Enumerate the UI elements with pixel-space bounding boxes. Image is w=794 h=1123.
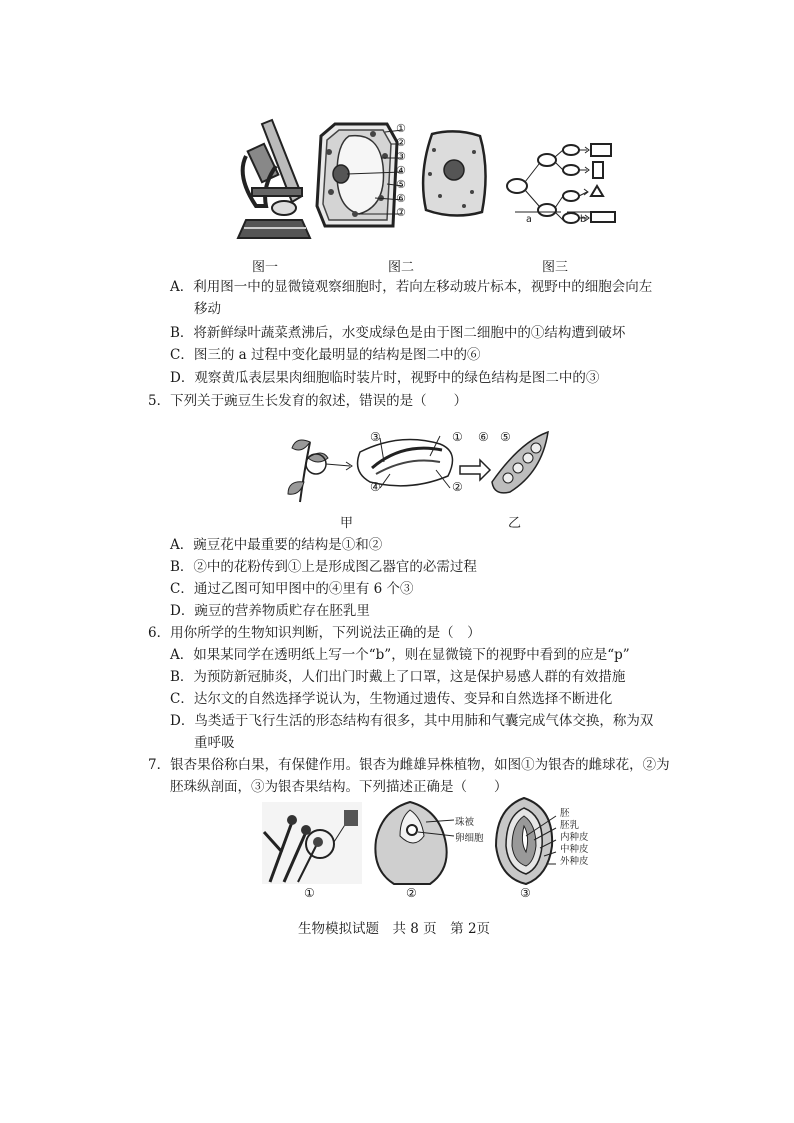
fig-label-2: 图二: [388, 260, 415, 275]
q6-option-d-cont: 重呼吸: [194, 735, 235, 751]
q7-label-egg-cell: 卵细胞: [455, 833, 484, 844]
q5-fig-label-jia: 甲: [340, 516, 354, 531]
q5-option-c: C．通过乙图可知甲图中的④里有 6 个③: [170, 581, 414, 597]
fig2-marker: ④: [396, 164, 406, 177]
q5-marker-3: ③: [370, 430, 381, 444]
q5-marker-6: ⑥: [478, 430, 489, 444]
fig-label-3: 图三: [542, 260, 569, 275]
q7-label-outer-seed-coat: 外种皮: [560, 856, 589, 867]
q7-fig-number-2: ②: [406, 886, 417, 900]
q5-marker-1: ①: [452, 430, 463, 444]
microscope-icon: [232, 116, 312, 246]
page-footer: 生物模拟试题 共 8 页 第 2页: [298, 921, 491, 937]
q5-stem: 5．下列关于豌豆生长发育的叙述，错误的是（ ）: [148, 393, 468, 409]
ginkgo-seed-structure-diagram: [490, 796, 560, 888]
q4-option-d: D．观察黄瓜表层果肉细胞临时装片时，视野中的绿色结构是图二中的③: [170, 370, 600, 386]
fig2-marker: ⑤: [396, 178, 406, 191]
q6-option-d: D．鸟类适于飞行生活的形态结构有很多，其中用肺和气囊完成气体交换，称为双: [170, 713, 654, 729]
q4-option-c: C．图三的 a 过程中变化最明显的结构是图二中的⑥: [170, 347, 481, 363]
fig3-label-b: b: [580, 214, 587, 225]
q6-option-b: B．为预防新冠肺炎，人们出门时戴上了口罩，这是保护易感人群的有效措施: [170, 669, 626, 685]
animal-cell-diagram: [420, 130, 490, 220]
q4-option-a-cont: 移动: [194, 301, 221, 317]
ginkgo-female-cone-diagram: [262, 802, 362, 884]
fig3-label-a: a: [526, 214, 532, 225]
q7-fig-number-3: ③: [520, 886, 531, 900]
q5-fig-label-yi: 乙: [508, 516, 522, 531]
q5-marker-4: ④: [370, 480, 381, 494]
fig-label-1: 图一: [252, 260, 279, 275]
plant-cell-diagram: [315, 122, 400, 232]
q5-option-d: D．豌豆的营养物质贮存在胚乳里: [170, 603, 370, 619]
q6-option-c: C．达尔文的自然选择学说认为，生物通过遗传、变异和自然选择不断进化: [170, 691, 613, 707]
q5-marker-2: ②: [452, 480, 463, 494]
fig2-marker: ⑥: [396, 192, 406, 205]
q4-option-b: B．将新鲜绿叶蔬菜煮沸后，水变成绿色是由于图二细胞中的①结构遭到破坏: [170, 325, 626, 341]
fig2-marker: ③: [396, 150, 406, 163]
q7-stem-line2: 胚珠纵剖面，③为银杏果结构。下列描述正确是（ ）: [170, 779, 508, 795]
q6-stem: 6．用你所学的生物知识判断，下列说法正确的是（ ）: [148, 625, 481, 641]
q5-option-a: A．豌豆花中最重要的结构是①和②: [170, 537, 383, 553]
q5-option-b: B．②中的花粉传到①上是形成图乙器官的必需过程: [170, 559, 477, 575]
q7-fig-number-1: ①: [304, 886, 315, 900]
q6-option-a: A．如果某同学在透明纸上写一个“b”，则在显微镜下的视野中看到的应是“p”: [170, 647, 630, 663]
q7-label-middle-seed-coat: 中种皮: [560, 844, 589, 855]
q7-stem-line1: 7．银杏果俗称白果，有保健作用。银杏为雌雄异株植物，如图①为银杏的雌球花，②为: [148, 757, 670, 773]
fig2-marker: ⑦: [396, 206, 406, 219]
fig2-marker: ①: [396, 122, 406, 135]
fig2-marker: ②: [396, 136, 406, 149]
q7-label-embryo: 胚: [560, 808, 570, 819]
q7-label-inner-seed-coat: 内种皮: [560, 832, 589, 843]
q4-option-a: A．利用图一中的显微镜观察细胞时，若向左移动玻片标本，视野中的细胞会向左: [170, 279, 653, 295]
q7-label-endosperm: 胚乳: [560, 820, 580, 831]
ginkgo-ovule-section-diagram: [370, 800, 460, 886]
q7-label-zhubei: 珠被: [455, 817, 475, 828]
q5-marker-5: ⑤: [500, 430, 511, 444]
division-brackets: [505, 210, 615, 220]
